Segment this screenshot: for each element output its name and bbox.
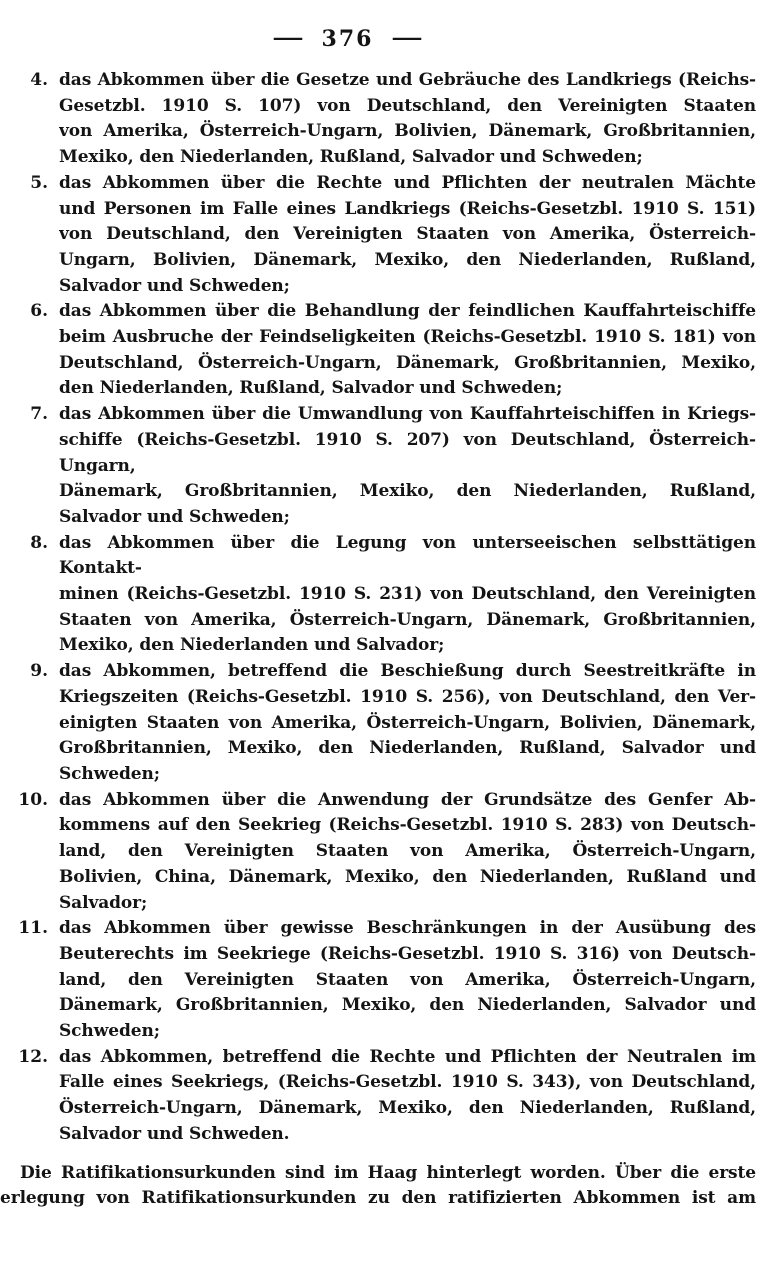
item-body <box>59 531 756 660</box>
page-number: 376 <box>321 26 374 52</box>
item-line: Schweden; <box>59 1021 160 1042</box>
item-line: das Abkommen über die Umwandlung von Kauffahrteischiffen in Kriegs- <box>59 404 756 425</box>
item-line: Österreich-Ungarn, Dänemark, Mexiko, den Niederlanden, Rußland, <box>59 1098 756 1119</box>
item-body <box>59 1045 756 1148</box>
item-line: das Abkommen über die Anwendung der Grundsätze des Genfer Ab- <box>59 789 756 810</box>
list-item-9 <box>0 659 773 788</box>
item-number: 6. <box>30 301 48 322</box>
item-line: Mexiko, den Niederlanden, Rußland, Salvador und Schweden; <box>59 147 643 168</box>
item-line: Gesetzbl. 1910 S. 107) von Deutschland, den Vereinigten Staaten <box>59 95 756 116</box>
item-body <box>59 171 756 300</box>
item-line: das Abkommen, betreffend die Rechte und Pflichten der Neutralen im <box>59 1046 756 1067</box>
list-item-10 <box>0 788 773 917</box>
item-line: Dänemark, Großbritannien, Mexiko, den Niederlanden, Rußland, <box>59 481 756 502</box>
agreements-list <box>0 68 773 1148</box>
item-line: von Deutschland, den Vereinigten Staaten von Amerika, Österreich- <box>59 224 756 245</box>
item-line: Salvador und Schweden. <box>59 1123 290 1144</box>
item-line: beim Ausbruche der Feindseligkeiten (Reichs-Gesetzbl. 1910 S. 181) von <box>59 327 756 348</box>
item-line: das Abkommen über die Legung von unterseeischen selbsttätigen Kontakt- <box>59 532 756 579</box>
item-line: Kriegszeiten (Reichs-Gesetzbl. 1910 S. 256), von Deutschland, den Ver- <box>59 686 756 707</box>
list-item-7 <box>0 402 773 531</box>
page-header <box>0 24 773 54</box>
list-item-4 <box>0 68 773 171</box>
item-line: schiffe (Reichs-Gesetzbl. 1910 S. 207) von Deutschland, Österreich-Ungarn, <box>59 429 756 476</box>
closing-paragraph <box>0 1161 773 1212</box>
item-line: Deutschland, Österreich-Ungarn, Dänemark, Großbritannien, Mexiko, <box>59 352 756 373</box>
item-line: Salvador; <box>59 892 148 913</box>
item-line: das Abkommen über die Rechte und Pflichten der neutralen Mächte <box>59 172 756 193</box>
item-line: das Abkommen, betreffend die Beschießung durch Seestreitkräfte in <box>59 661 756 682</box>
item-number: 7. <box>30 404 48 425</box>
item-line: Schweden; <box>59 763 160 784</box>
item-body <box>59 299 756 402</box>
item-line: den Niederlanden, Rußland, Salvador und Schweden; <box>59 378 563 399</box>
list-item-8 <box>0 531 773 660</box>
list-item-6 <box>0 299 773 402</box>
item-line: land, den Vereinigten Staaten von Amerika, Österreich-Ungarn, <box>59 969 756 990</box>
item-line: Ungarn, Bolivien, Dänemark, Mexiko, den Niederlanden, Rußland, <box>59 249 756 270</box>
item-line: Salvador und Schweden; <box>59 506 290 527</box>
item-line: Staaten von Amerika, Österreich-Ungarn, Dänemark, Großbritannien, <box>59 609 756 630</box>
item-body <box>59 68 756 171</box>
item-number: 8. <box>30 532 48 553</box>
footer-line: erlegung von Ratifikationsurkunden zu den ratifizierten Abkommen ist am <box>0 1188 756 1209</box>
item-line: Bolivien, China, Dänemark, Mexiko, den Niederlanden, Rußland und <box>59 866 756 887</box>
item-line: kommens auf den Seekrieg (Reichs-Gesetzbl. 1910 S. 283) von Deutsch- <box>59 815 756 836</box>
item-body <box>59 916 756 1045</box>
list-item-12 <box>0 1045 773 1148</box>
item-number: 12. <box>18 1046 48 1067</box>
item-line: Großbritannien, Mexiko, den Niederlanden, Rußland, Salvador und <box>59 738 756 759</box>
item-line: Salvador und Schweden; <box>59 275 290 296</box>
item-number: 5. <box>30 172 48 193</box>
item-line: Dänemark, Großbritannien, Mexiko, den Niederlanden, Salvador und <box>59 995 756 1016</box>
item-line: Falle eines Seekriegs, (Reichs-Gesetzbl. 1910 S. 343), von Deutschland, <box>59 1072 756 1093</box>
item-line: von Amerika, Österreich-Ungarn, Bolivien, Dänemark, Großbritannien, <box>59 121 756 142</box>
item-line: das Abkommen über die Behandlung der feindlichen Kauffahrteischiffe <box>59 301 756 322</box>
item-line: das Abkommen über gewisse Beschränkungen in der Ausübung des <box>59 918 756 939</box>
header-dash-right: — <box>391 25 424 49</box>
item-number: 10. <box>18 789 48 810</box>
item-line: einigten Staaten von Amerika, Österreich-Ungarn, Bolivien, Dänemark, <box>59 712 756 733</box>
item-number: 11. <box>18 918 48 939</box>
item-body <box>59 788 756 917</box>
item-line: Mexiko, den Niederlanden und Salvador; <box>59 635 445 656</box>
item-line: und Personen im Falle eines Landkriegs (Reichs-Gesetzbl. 1910 S. 151) <box>59 198 756 219</box>
list-item-11 <box>0 916 773 1045</box>
item-body <box>59 659 756 788</box>
item-line: das Abkommen über die Gesetze und Gebräuche des Landkriegs (Reichs- <box>59 70 756 90</box>
footer-line: Die Ratifikationsurkunden sind im Haag hinterlegt worden. Über die erste <box>20 1162 756 1183</box>
item-number: 4. <box>30 70 48 90</box>
item-number: 9. <box>30 661 48 682</box>
header-dash-left: — <box>271 25 304 49</box>
list-item-5 <box>0 171 773 300</box>
item-line: minen (Reichs-Gesetzbl. 1910 S. 231) von Deutschland, den Vereinigten <box>59 584 756 605</box>
item-line: land, den Vereinigten Staaten von Amerika, Österreich-Ungarn, <box>59 841 756 862</box>
item-body <box>59 402 756 531</box>
item-line: Beuterechts im Seekriege (Reichs-Gesetzbl. 1910 S. 316) von Deutsch- <box>59 943 756 964</box>
